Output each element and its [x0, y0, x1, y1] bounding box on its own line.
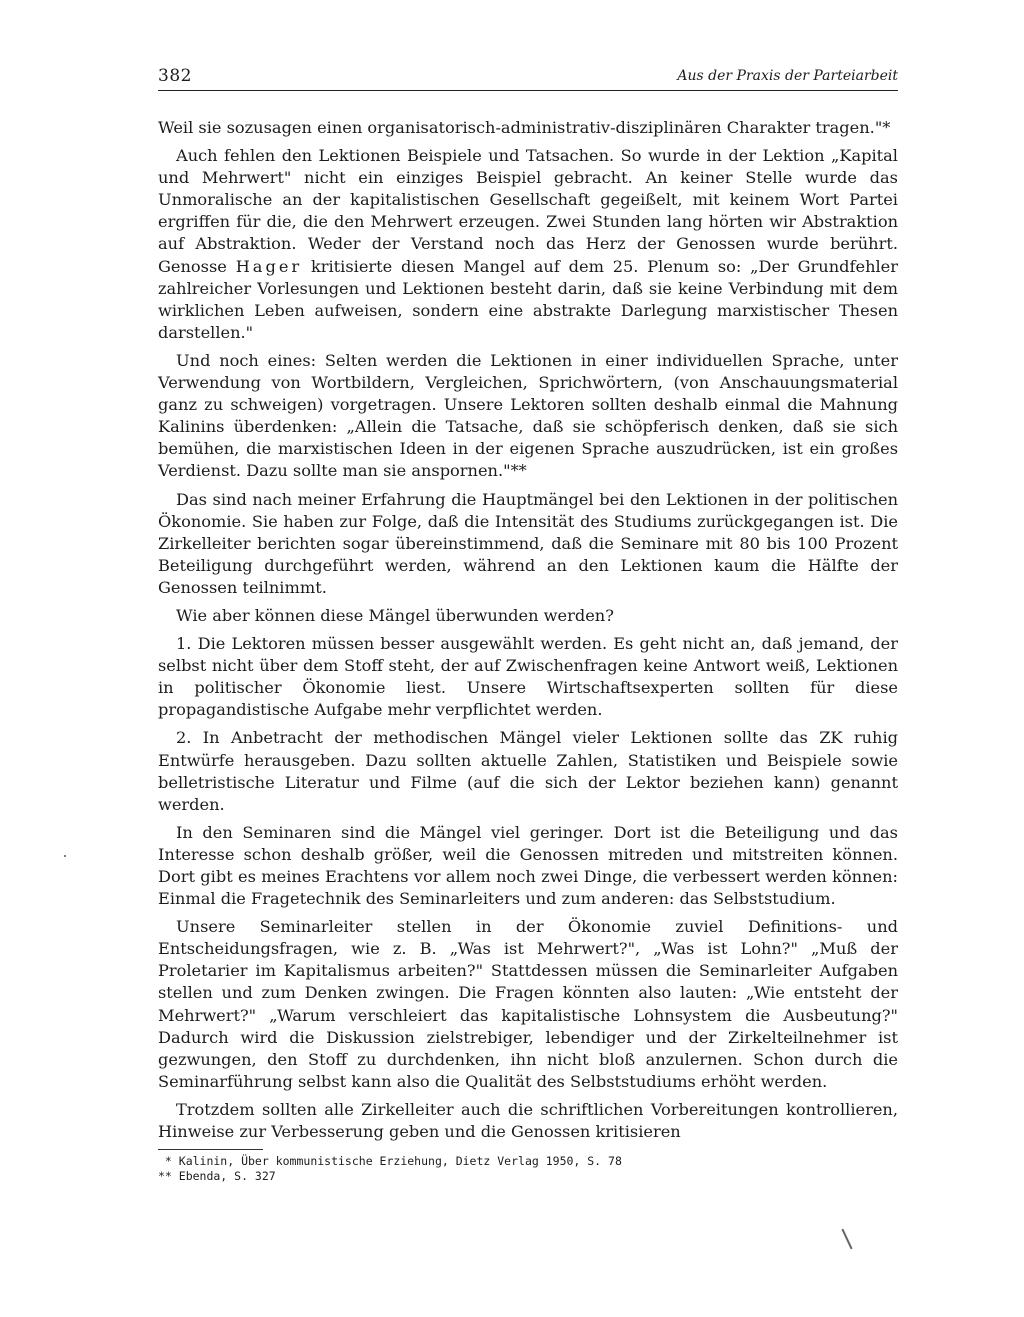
- paragraph-9: Unsere Seminarleiter stellen in der Ökonomie zuviel Definitions- und Entscheidungsfragen, wie z. B. „Was ist Mehrwert?", „Was ist Lohn?" „Muß der Proletarier im Kapitalismus arbeiten?" Stattdessen müssen die Seminarleiter Aufgaben stellen und zum Denken zwingen. Die Fragen könnten also lauten: „Wie entsteht der Mehrwert?" „Warum verschleiert das kapitalistische Lohnsystem die Ausbeutung?" Dadurch wird die Diskussion zielstrebiger, lebendiger und der Zirkelteilnehmer ist gezwungen, den Stoff zu durchdenken, ihn nicht bloß anzulernen. Schon durch die Seminarführung selbst kann also die Qualität des Selbststudiums erhöht werden.: [158, 917, 898, 1091]
- page-number: 382: [158, 66, 192, 86]
- paragraph-8: In den Seminaren sind die Mängel viel geringer. Dort ist die Beteiligung und das Interesse schon deshalb größer, weil die Genossen mitreden und mitstreiten können. Dort gibt es meines Erachtens vor allem noch zwei Dinge, die verbessert werden können: Einmal die Fragetechnik des Seminarleiters und zum anderen: das Selbststudium.: [158, 822, 898, 909]
- paragraph-5: Wie aber können diese Mängel überwunden werden?: [176, 605, 614, 625]
- paragraph-1: Weil sie sozusagen einen organisatorisch-administrativ-disziplinären Charakter tragen."*: [158, 118, 891, 137]
- running-head: [158, 60, 898, 91]
- paragraph-4: Das sind nach meiner Erfahrung die Hauptmängel bei den Lektionen in der politischen Ökonomie. Sie haben zur Folge, daß die Intensität des Studiums zurückgegangen ist. Die Zirkelleiter berichten sogar übereinstimmend, daß die Seminare mit 80 bis 100 Prozent Beteiligung durchgeführt werden, während an den Lektionen kaum die Hälfte der Genossen teilnimmt.: [158, 489, 898, 597]
- paragraph-10: Trotzdem sollten alle Zirkelleiter auch die schriftlichen Vorbereitungen kontrollieren, Hinweise zur Verbesserung geben und die Genossen kritisieren: [158, 1099, 898, 1142]
- footnote-2: ** Ebenda, S. 327: [158, 1169, 276, 1184]
- paragraph-6: 1. Die Lektoren müssen besser ausgewählt werden. Es geht nicht an, daß jemand, der selbst nicht über dem Stoff steht, der auf Zwischenfragen keine Antwort weiß, Lektionen in politischer Ökonomie liest. Unsere Wirtschaftsexperten sollten für diese propagandistische Aufgabe mehr verpflichtet werden.: [158, 634, 898, 720]
- scan-speck: [64, 855, 66, 857]
- spaced-name: Hager: [235, 256, 303, 276]
- paragraph-7: 2. In Anbetracht der methodischen Mängel vieler Lektionen sollte das ZK ruhig Entwürfe herausgeben. Dazu sollten aktuelle Zahlen, Statistiken und Beispiele sowie belletristische Literatur und Filme (auf die sich der Lektor beziehen kann) genannt werden.: [158, 728, 898, 814]
- paragraph-2: [158, 145, 898, 344]
- scan-stray-mark: [841, 1229, 852, 1250]
- paragraph-3: Und noch eines: Selten werden die Lektionen in einer individuellen Sprache, unter Verwendung von Wortbildern, Vergleichen, Sprichwörtern, (von Anschauungsmaterial ganz zu schweigen) vorgetragen. Unsere Lektoren sollten deshalb einmal die Mahnung Kalinins überdenken: „Allein die Tatsache, daß sie schöpferisch denken, daß sie sich bemühen, die marxistischen Ideen in der eigenen Sprache auszudrücken, ist ein großes Verdienst. Dazu sollte man sie anspornen."**: [158, 350, 898, 481]
- paragraph-2-tail: kritisierte diesen Mangel auf dem 25. Plenum so: „Der Grundfehler zahlreicher Vorlesungen und Lektionen besteht darin, daß sie keine Verbindung mit dem wirklichen Leben aufweisen, sondern eine abstrakte Darlegung marxistischer Thesen darstellen.": [158, 256, 898, 342]
- body-text: [158, 117, 898, 1143]
- document-page: [158, 60, 898, 1184]
- footnote-rule: [158, 1149, 263, 1150]
- footnote-1: * Kalinin, Über kommunistische Erziehung, Dietz Verlag 1950, S. 78: [158, 1154, 622, 1169]
- paragraph-2-text: Auch fehlen den Lektionen Beispiele und Tatsachen. So wurde in der Lektion „Kapital und Mehrwert" nicht ein einziges Beispiel gebracht. An keiner Stelle wurde das Unmoralische an der kapitalistischen Gesellschaft gegeißelt, mit keinem Wort Partei ergriffen für die, die den Mehrwert erzeugen. Zwei Stunden lang hörten wir Abstraktion auf Abstraktion. Weder der Verstand noch das Herz der Genossen wurde berührt. Genosse: [158, 146, 898, 276]
- section-title: Aus der Praxis der Parteiarbeit: [677, 68, 898, 84]
